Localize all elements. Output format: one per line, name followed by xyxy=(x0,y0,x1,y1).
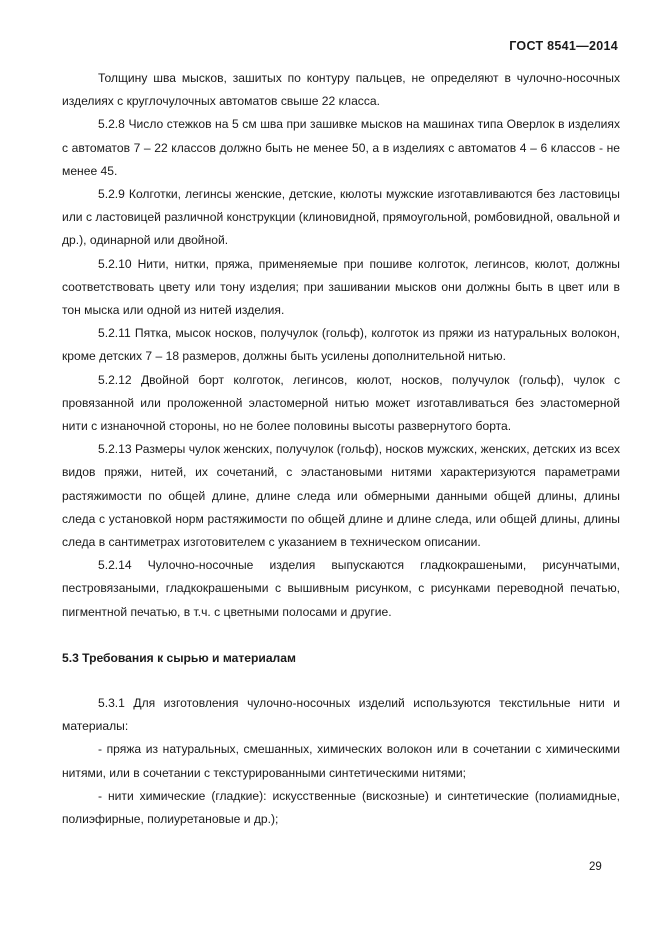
document-body xyxy=(62,67,620,831)
paragraph-5-2-11: 5.2.11 Пятка, мысок носков, получулок (гольф), колготок из пряжи из натуральных волокон, кроме детских 7 – 18 размеров, должны быть усилены дополнительной нитью. xyxy=(62,326,620,364)
paragraph-5-3-1: 5.3.1 Для изготовления чулочно-носочных изделий используются текстильные нити и материалы: xyxy=(62,696,620,734)
paragraph-5-2-12: 5.2.12 Двойной борт колготок, легинсов, кюлот, носков, получулок (гольф), чулок с провязанной или проложенной эластомерной нитью может изготавливаться без эластомерной нити с изнаночной стороны, но не более половины высоты развернутого борта. xyxy=(62,372,620,434)
list-item-yarn: - пряжа из натуральных, смешанных, химических волокон или в сочетании с химическими нитями, или в сочетании с текстурированными синтетическими нитями; xyxy=(62,742,620,780)
paragraph-5-2-10: 5.2.10 Нити, нитки, пряжа, применяемые при пошиве колготок, легинсов, кюлот, должны соответствовать цвету или тону изделия; при зашивании мысков они должны быть в цвет или в тон мыска или одной из нитей изделия. xyxy=(62,256,620,318)
paragraph-seam-thickness: Толщину шва мысков, зашитых по контуру пальцев, не определяют в чулочно-носочных изделиях с круглочулочных автоматов свыше 22 класса. xyxy=(62,71,620,109)
paragraph-5-2-9: 5.2.9 Колготки, легинсы женские, детские, кюлоты мужские изготавливаются без ластовицы или с ластовицей различной конструкции (клиновидной, прямоугольной, ромбовидной, овальной и др.), одинарной или двойной. xyxy=(62,187,620,248)
section-heading-5-3: 5.3 Требования к сырью и материалам xyxy=(62,650,296,665)
paragraph-5-2-8: 5.2.8 Число стежков на 5 см шва при зашивке мысков на машинах типа Оверлок в изделиях с автоматов 7 – 22 классов должно быть не менее 50, а в изделиях с автоматов 4 – 6 классов - не менее 45. xyxy=(62,117,620,178)
page-number: 29 xyxy=(589,861,602,873)
paragraph-5-2-13: 5.2.13 Размеры чулок женских, получулок (гольф), носков мужских, женских, детских из всех видов пряжи, нитей, их сочетаний, с эластановыми нитями характеризуются параметрами растяжимости по общей длине, длине следа или обмерными данными общей длины, длины следа с установкой норм растяжимости по общей длине и длине следа, или общей длины, длины следа в сантиметрах изготовителем с указанием в техническом описании. xyxy=(62,442,620,550)
list-item-chemical-threads: - нити химические (гладкие): искусственные (вискозные) и синтетические (полиамидные, полиэфирные, полиуретановые и др.); xyxy=(62,788,620,827)
paragraph-5-2-14: 5.2.14 Чулочно-носочные изделия выпускаются гладкокрашеными, рисунчатыми, пестровязаными, гладкокрашеными с вышивным рисунком, с рисунками переводной печатью, пигментной печатью, в т.ч. с цветными полосами и другие. xyxy=(62,558,620,619)
document-id-header: ГОСТ 8541—2014 xyxy=(509,39,618,53)
